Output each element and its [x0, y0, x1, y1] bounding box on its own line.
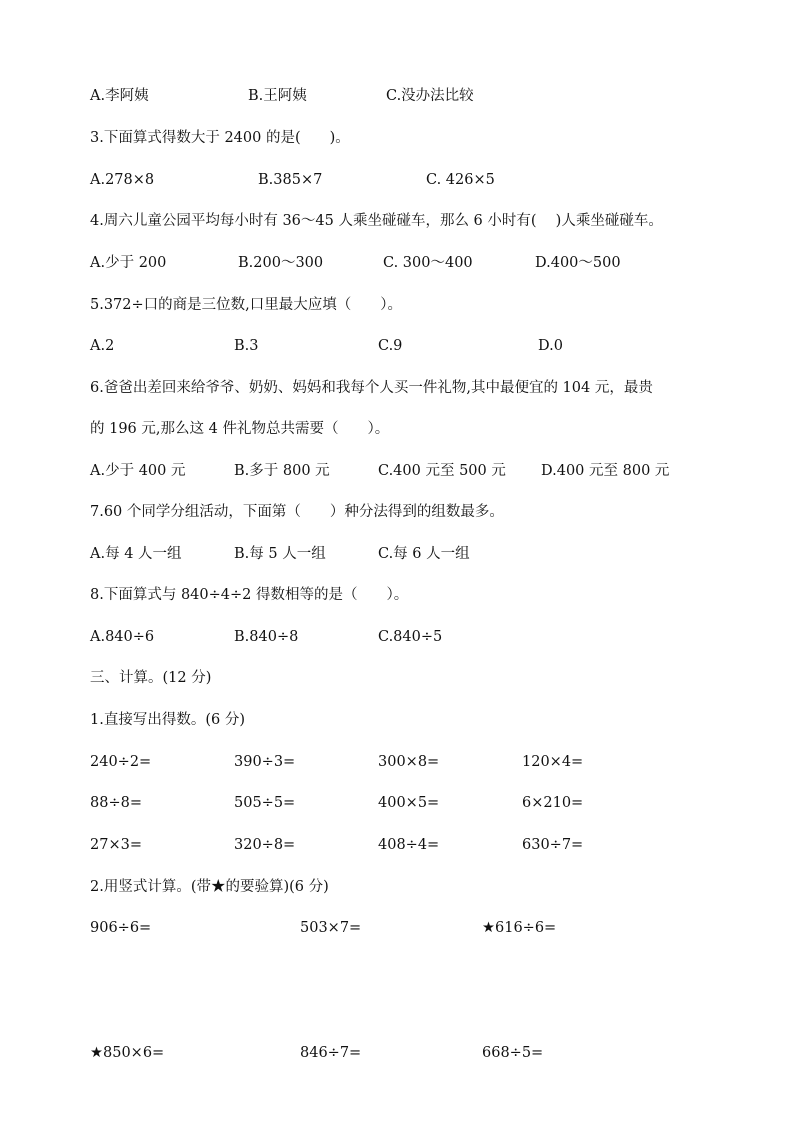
option-d: D.400～500: [535, 255, 621, 271]
oral-problem: 400×5=: [378, 795, 440, 811]
option-a: A.2: [90, 338, 115, 354]
option-a: A.840÷6: [90, 629, 155, 645]
option-b: B.385×7: [258, 172, 323, 188]
section-title: 三、计算。(12 分): [90, 670, 212, 686]
oral-problem: 240÷2=: [90, 754, 152, 770]
part-2-title: 2.用竖式计算。(带★的要验算)(6 分): [90, 879, 329, 895]
option-d: D.400 元至 800 元: [541, 463, 670, 479]
vertical-problem: 906÷6=: [90, 920, 152, 936]
oral-problem: 630÷7=: [522, 837, 584, 853]
option-a: A.少于 400 元: [90, 463, 186, 479]
question-8: 8.下面算式与 840÷4÷2 得数相等的是（ ）。: [90, 587, 409, 603]
oral-problem: 390÷3=: [234, 754, 296, 770]
vertical-problem: ★616÷6=: [482, 920, 557, 936]
question-5: 5.372÷口的商是三位数,口里最大应填（ ）。: [90, 297, 403, 313]
vertical-problem: 846÷7=: [300, 1045, 362, 1061]
oral-problem: 88÷8=: [90, 795, 142, 811]
option-c: C.9: [378, 338, 403, 354]
option-a: A.李阿姨: [90, 88, 149, 104]
option-c: C.每 6 人一组: [378, 546, 470, 562]
question-3: 3.下面算式得数大于 2400 的是( )。: [90, 130, 350, 146]
option-d: D.0: [538, 338, 563, 354]
question-4: 4.周六儿童公园平均每小时有 36～45 人乘坐碰碰车，那么 6 小时有( )人乘坐碰碰车。: [90, 213, 663, 229]
option-c: C.400 元至 500 元: [378, 463, 506, 479]
question-6-line-1: 6.爸爸出差回来给爷爷、奶奶、妈妈和我每个人买一件礼物,其中最便宜的 104 元，最贵: [90, 380, 653, 396]
oral-problem: 120×4=: [522, 754, 584, 770]
option-c: C.840÷5: [378, 629, 443, 645]
option-b: B.多于 800 元: [234, 463, 330, 479]
option-b: B.王阿姨: [248, 88, 307, 104]
vertical-problem: ★850×6=: [90, 1045, 165, 1061]
option-a: A.每 4 人一组: [90, 546, 182, 562]
oral-problem: 300×8=: [378, 754, 440, 770]
question-6-line-2: 的 196 元,那么这 4 件礼物总共需要（ ）。: [90, 421, 390, 437]
oral-problem: 320÷8=: [234, 837, 296, 853]
option-b: B.200～300: [238, 255, 324, 271]
option-b: B.840÷8: [234, 629, 299, 645]
oral-problem: 6×210=: [522, 795, 584, 811]
option-c: C.没办法比较: [386, 88, 474, 104]
question-7: 7.60 个同学分组活动，下面第（ ）种分法得到的组数最多。: [90, 504, 504, 520]
option-c: C. 300～400: [383, 255, 473, 271]
oral-problem: 27×3=: [90, 837, 142, 853]
option-c: C. 426×5: [426, 172, 495, 188]
option-a: A.少于 200: [90, 255, 167, 271]
vertical-problem: 668÷5=: [482, 1045, 544, 1061]
oral-problem: 408÷4=: [378, 837, 440, 853]
option-b: B.每 5 人一组: [234, 546, 326, 562]
part-1-title: 1.直接写出得数。(6 分): [90, 712, 245, 728]
oral-problem: 505÷5=: [234, 795, 296, 811]
option-b: B.3: [234, 338, 259, 354]
option-a: A.278×8: [90, 172, 155, 188]
vertical-problem: 503×7=: [300, 920, 362, 936]
